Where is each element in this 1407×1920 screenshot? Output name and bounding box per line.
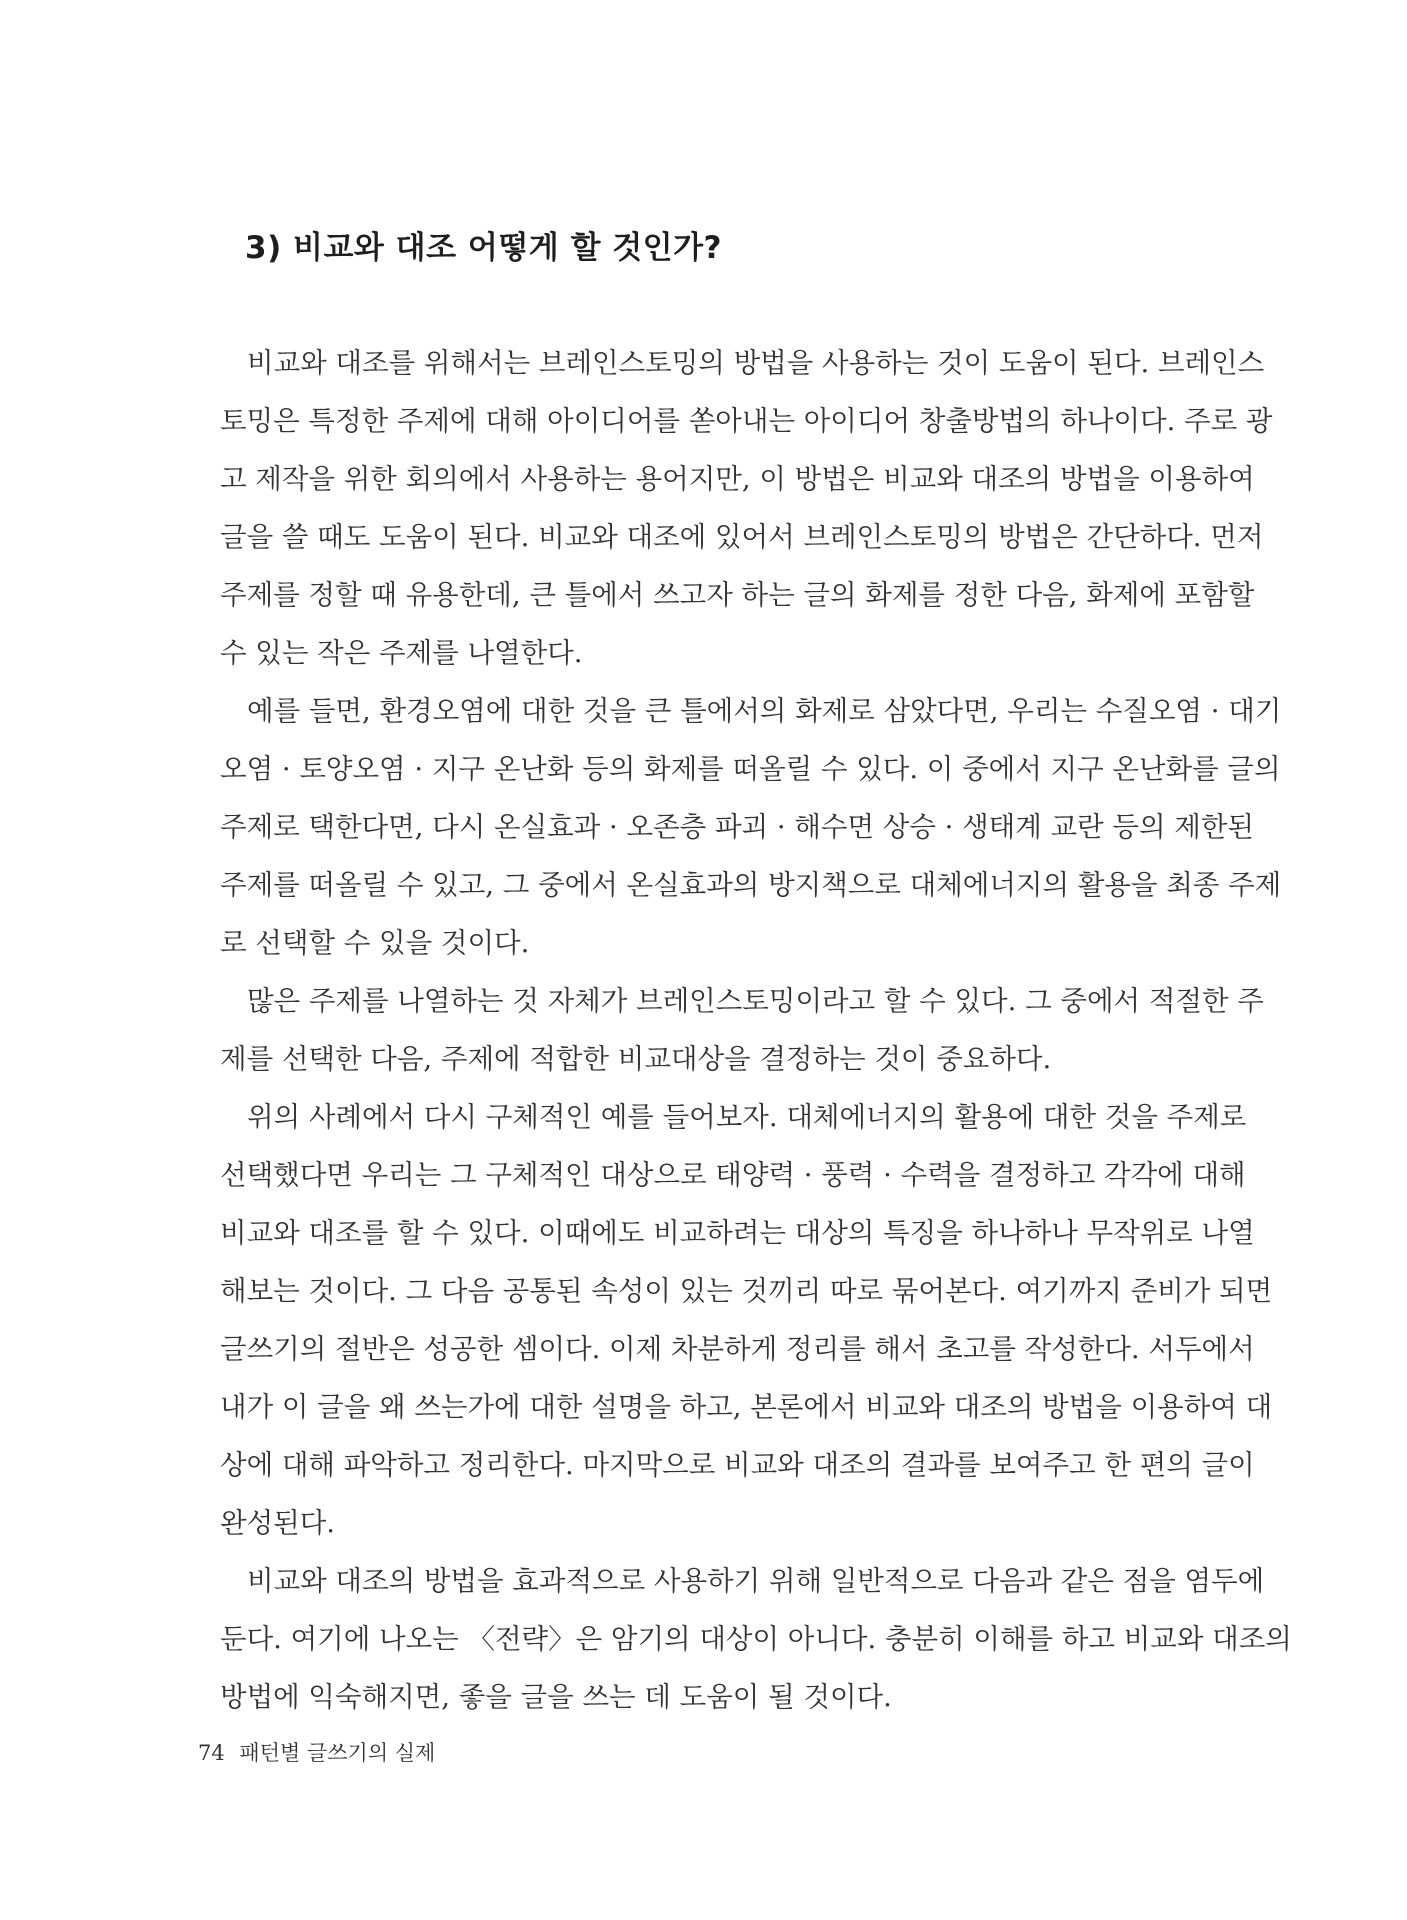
body-line: 둔다. 여기에 나오는 〈전략〉은 암기의 대상이 아니다. 충분히 이해를 하고 비교와 대조의	[220, 1623, 1292, 1655]
page-number: 74	[198, 1741, 225, 1765]
body-text	[220, 334, 1292, 1726]
body-line: 주제로 택한다면, 다시 온실효과 · 오존층 파괴 · 해수면 상승 · 생태계 교란 등의 제한된	[220, 811, 1254, 843]
body-line: 주제를 정할 때 유용한데, 큰 틀에서 쓰고자 하는 글의 화제를 정한 다음, 화제에 포함할	[220, 579, 1255, 611]
body-line: 해보는 것이다. 그 다음 공통된 속성이 있는 것끼리 따로 묶어본다. 여기까지 준비가 되면	[220, 1275, 1273, 1307]
running-title: 패턴별 글쓰기의 실제	[239, 1741, 436, 1765]
body-line: 비교와 대조를 위해서는 브레인스토밍의 방법을 사용하는 것이 도움이 된다. 브레인스	[247, 347, 1265, 379]
body-line: 오염 · 토양오염 · 지구 온난화 등의 화제를 떠올릴 수 있다. 이 중에서 지구 온난화를 글의	[220, 753, 1281, 785]
body-line: 방법에 익숙해지면, 좋을 글을 쓰는 데 도움이 될 것이다.	[220, 1681, 892, 1713]
body-line: 글을 쓸 때도 도움이 된다. 비교와 대조에 있어서 브레인스토밍의 방법은 간단하다. 먼저	[220, 521, 1264, 553]
body-line: 위의 사례에서 다시 구체적인 예를 들어보자. 대체에너지의 활용에 대한 것을 주제로	[247, 1101, 1247, 1133]
body-line: 고 제작을 위한 회의에서 사용하는 용어지만, 이 방법은 비교와 대조의 방법을 이용하여	[220, 463, 1255, 495]
body-line: 비교와 대조의 방법을 효과적으로 사용하기 위해 일반적으로 다음과 같은 점을 염두에	[247, 1565, 1265, 1597]
body-line: 제를 선택한 다음, 주제에 적합한 비교대상을 결정하는 것이 중요하다.	[220, 1043, 1052, 1075]
body-line: 많은 주제를 나열하는 것 자체가 브레인스토밍이라고 할 수 있다. 그 중에서 적절한 주	[247, 985, 1264, 1017]
body-line: 상에 대해 파악하고 정리한다. 마지막으로 비교와 대조의 결과를 보여주고 한 편의 글이	[220, 1449, 1255, 1481]
body-line: 주제를 떠올릴 수 있고, 그 중에서 온실효과의 방지책으로 대체에너지의 활용을 최종 주제	[220, 869, 1282, 901]
body-line: 비교와 대조를 할 수 있다. 이때에도 비교하려는 대상의 특징을 하나하나 무작위로 나열	[220, 1217, 1255, 1249]
section-title: 3) 비교와 대조 어떻게 할 것인가?	[245, 230, 723, 266]
body-line: 로 선택할 수 있을 것이다.	[220, 927, 530, 959]
body-line: 수 있는 작은 주제를 나열한다.	[220, 637, 583, 669]
body-line: 선택했다면 우리는 그 구체적인 대상으로 태양력 · 풍력 · 수력을 결정하고 각각에 대해	[220, 1159, 1246, 1191]
body-line: 내가 이 글을 왜 쓰는가에 대한 설명을 하고, 본론에서 비교와 대조의 방법을 이용하여 대	[220, 1391, 1273, 1423]
body-line: 완성된다.	[220, 1507, 336, 1539]
page-footer	[198, 1738, 435, 1768]
body-line: 토밍은 특정한 주제에 대해 아이디어를 쏟아내는 아이디어 창출방법의 하나이다. 주로 광	[220, 405, 1273, 437]
body-line: 글쓰기의 절반은 성공한 셈이다. 이제 차분하게 정리를 해서 초고를 작성한다. 서두에서	[220, 1333, 1255, 1365]
body-line: 예를 들면, 환경오염에 대한 것을 큰 틀에서의 화제로 삼았다면, 우리는 수질오염 · 대기	[247, 695, 1282, 727]
